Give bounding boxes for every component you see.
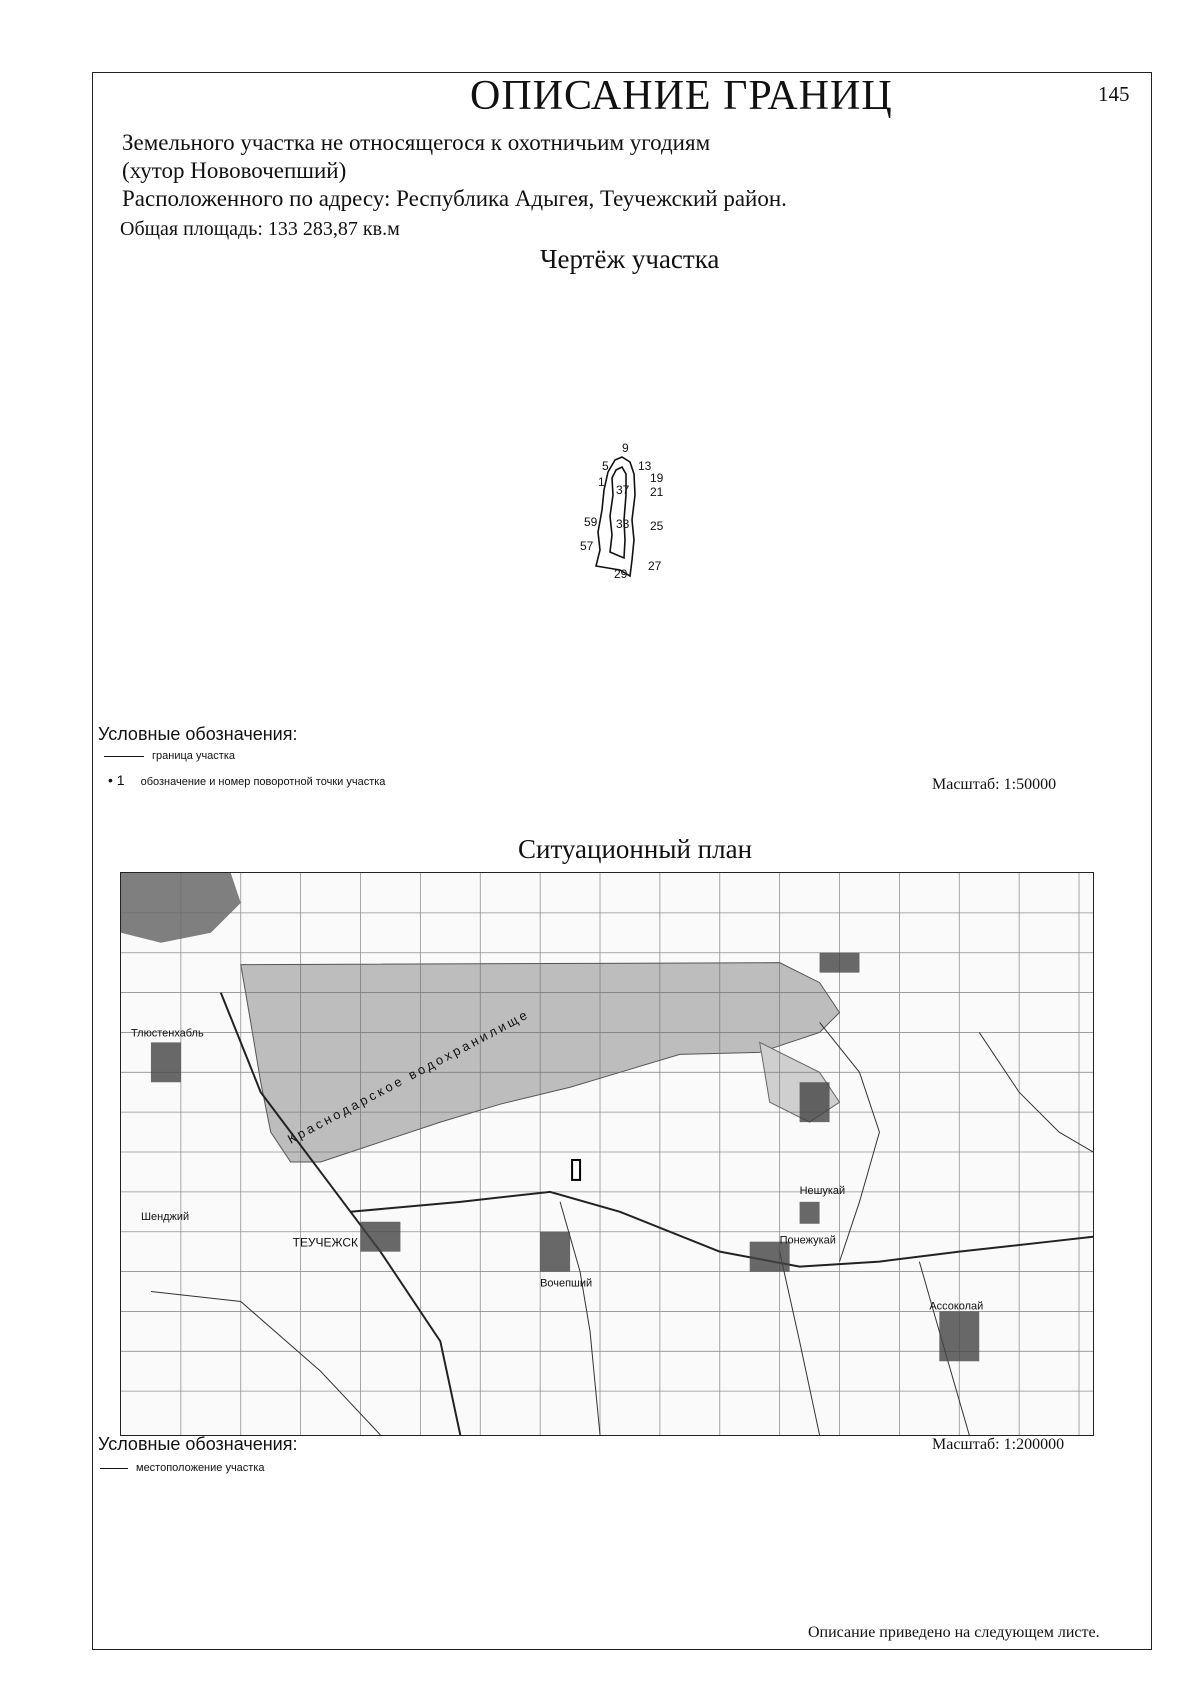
settlement <box>361 1222 401 1252</box>
drawing-legend-boundary <box>104 750 235 762</box>
drawing-scale: Масштаб: 1:50000 <box>932 776 1057 793</box>
page-number: 145 <box>1098 82 1130 106</box>
location-line-symbol <box>100 1468 128 1469</box>
drawing-legend-title: Условные обозначения: <box>98 724 298 744</box>
header-line-3: Расположенного по адресу: Республика Адыгея, Теучежский район. <box>122 186 787 211</box>
settlement <box>800 1082 830 1122</box>
drawing-legend-point <box>108 772 385 790</box>
point-label: 57 <box>580 539 594 553</box>
point-label: 37 <box>616 483 630 497</box>
settlement <box>540 1232 570 1272</box>
drawing-title: Чертёж участка <box>540 244 720 274</box>
situation-scale: Масштаб: 1:200000 <box>932 1436 1065 1453</box>
legend-location-label: местоположение участка <box>136 1462 265 1474</box>
point-label: 13 <box>638 459 652 473</box>
point-label: 1 <box>598 475 605 489</box>
parcel-drawing <box>570 440 680 590</box>
map-label: Понежукай <box>779 1234 836 1247</box>
point-label: 19 <box>650 471 664 485</box>
point-label: 9 <box>622 441 629 455</box>
point-label: 29 <box>614 567 628 581</box>
header-line-1: Земельного участка не относящегося к охотничьим угодиям <box>122 130 711 155</box>
legend-point-label: обозначение и номер поворотной точки участка <box>140 776 386 788</box>
point-symbol: • 1 <box>108 772 125 788</box>
map-label: Шенджий <box>140 1210 190 1223</box>
map-label: Краснодарское водохранилище <box>285 1006 533 1147</box>
legend-boundary-label: граница участка <box>152 750 235 762</box>
map-label: Ассоколай <box>929 1300 984 1313</box>
situation-map <box>120 872 1094 1436</box>
boundary-line-symbol <box>104 756 144 757</box>
point-label: 25 <box>650 519 664 533</box>
point-label: 33 <box>616 517 630 531</box>
map-label: ТЕУЧЕЖСК <box>292 1235 359 1250</box>
map-label: Нешукай <box>799 1184 846 1197</box>
point-label: 5 <box>602 459 609 473</box>
parcel-boundary-inner <box>610 467 626 558</box>
point-label: 59 <box>584 515 598 529</box>
situation-title: Ситуационный план <box>518 834 753 864</box>
point-label: 27 <box>648 559 662 573</box>
map-label: Вочепший <box>540 1277 593 1290</box>
map-label: Тлюстенхабль <box>130 1027 204 1040</box>
header-line-2: (хутор Нововочепший) <box>122 158 347 183</box>
page-title: ОПИСАНИЕ ГРАНИЦ <box>470 73 893 119</box>
point-label: 21 <box>650 485 664 499</box>
situation-legend-location <box>100 1462 265 1474</box>
settlement <box>820 953 860 973</box>
situation-legend-title: Условные обозначения: <box>98 1434 298 1454</box>
settlement <box>800 1202 820 1224</box>
footer-note: Описание приведено на следующем листе. <box>808 1624 1100 1641</box>
settlement <box>151 1042 181 1082</box>
total-area: Общая площадь: 133 283,87 кв.м <box>120 218 400 240</box>
settlement <box>939 1311 979 1361</box>
